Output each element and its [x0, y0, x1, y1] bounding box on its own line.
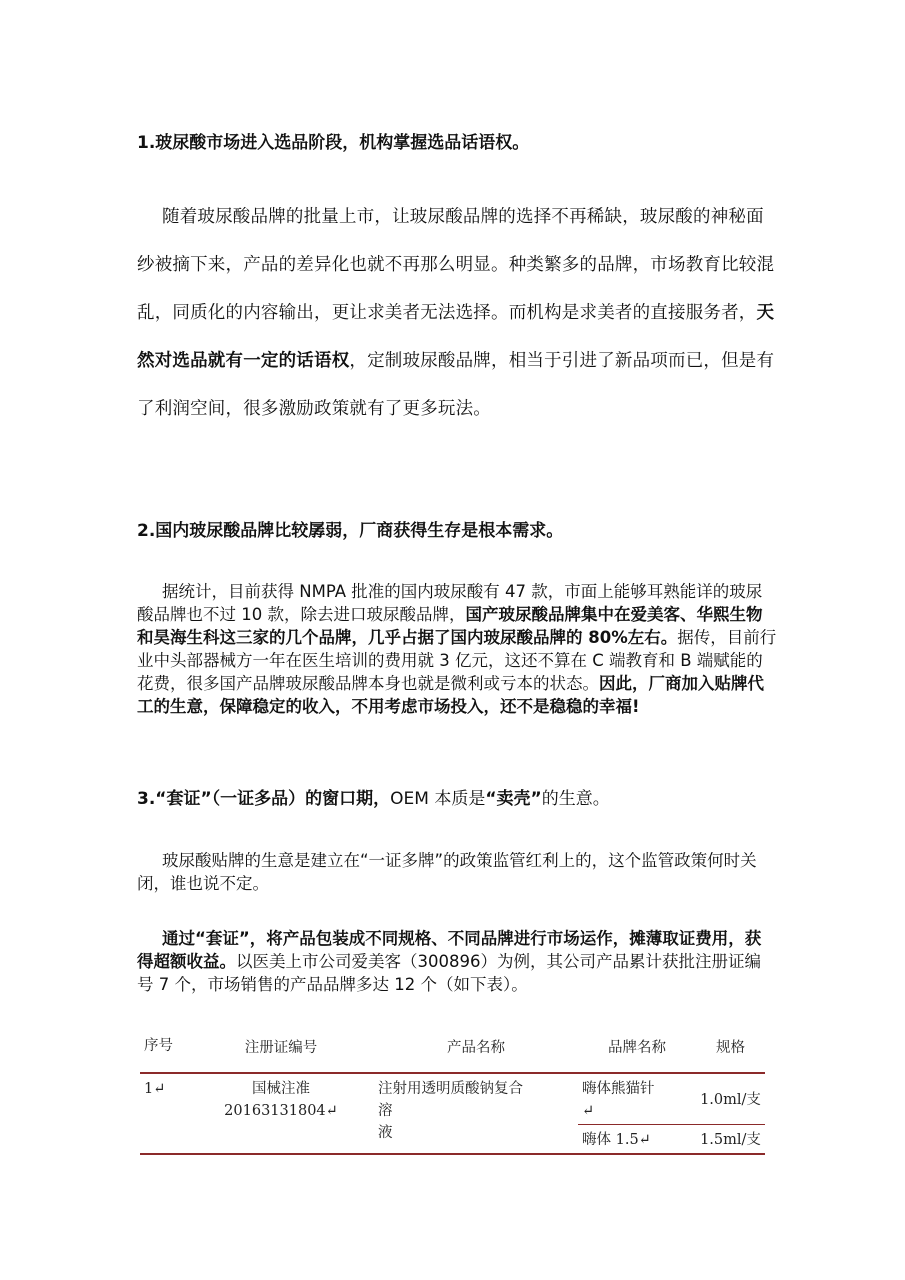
text-run: 随着玻尿酸品牌的批量上市，让玻尿酸品牌的选择不再稀缺，玻尿酸的神秘面纱被摘下来，产品的差异化也就不再那么明显。种类繁多的品牌，市场教育比较混乱，同质化的内容输出，更让求美者无法选择。而机构是求美者的直接服务者，	[137, 207, 775, 323]
text-run: 据传，目前行业中头部器械方一年在医生培训的费用就 3 亿元，这还不算在 C 端教育和 B 端赋能的花费，很多国产品牌玻尿酸品牌本身也就是微利或亏本的状态。	[137, 628, 777, 693]
section-2-heading: 2.国内玻尿酸品牌比较孱弱，厂商获得生存是根本需求。	[137, 521, 564, 541]
text-run: ，定制玻尿酸品牌，相当于引进了新品项而已，但是有了利润空间，很多激励政策就有了更多玩法。	[137, 351, 775, 419]
header-registration-no: 注册证编号	[188, 1020, 374, 1073]
product-line: 注射用透明质酸钠复合	[378, 1081, 523, 1097]
section-3-paragraph-a	[137, 849, 777, 895]
header-seq: 序号	[140, 1020, 188, 1073]
brand-line: 嗨体熊猫针	[582, 1081, 655, 1097]
section-1-heading: 1.玻尿酸市场进入选品阶段，机构掌握选品话语权。	[137, 133, 530, 153]
cell-spec: 1.5ml/支	[696, 1125, 765, 1155]
section-2-paragraph	[137, 580, 777, 718]
registration-line: 20163131804↵	[224, 1103, 338, 1119]
table-row	[140, 1073, 765, 1125]
cell-seq: 1↵	[140, 1073, 188, 1154]
text-run: 玻尿酸贴牌的生意是建立在“一证多牌”的政策监管红利上的，这个监管政策何时关闭，谁也说不定。	[137, 851, 757, 893]
cell-brand-name: 嗨体 1.5↵	[578, 1125, 696, 1155]
section-3-paragraph-b	[137, 927, 777, 996]
cell-brand-name	[578, 1073, 696, 1125]
bold-text-run: 因此，厂商加入贴牌代工的生意，保障稳定的收入，不用考虑市场投入，还不是稳稳的幸福!	[137, 674, 764, 716]
table-header-row	[140, 1020, 765, 1073]
text-run: 据统计，目前获得 NMPA 批准的国内玻尿酸有 47 款，市面上能够耳熟能详的玻尿酸品牌也不过 10 款，除去进口玻尿酸品牌，	[137, 582, 763, 624]
header-brand-name: 品牌名称	[578, 1020, 696, 1073]
header-spec: 规格	[696, 1020, 765, 1073]
cell-product-name	[374, 1073, 578, 1154]
bold-text-run: 通过“套证”，将产品包装成不同规格、不同品牌进行市场运作，摊薄取证费用，获得超额收益。	[137, 929, 762, 971]
header-product-name: 产品名称	[374, 1020, 578, 1073]
cell-registration-no	[188, 1073, 374, 1154]
heading-normal-run: 的生意。	[541, 789, 610, 809]
heading-normal-run: OEM 本质是	[390, 789, 486, 809]
brand-line: ↵	[582, 1103, 595, 1119]
section-3-heading	[137, 787, 610, 811]
registration-line: 国械注准	[252, 1081, 310, 1097]
heading-bold-run: 3.“套证”（一证多品）的窗口期，	[137, 789, 391, 809]
product-line: 液	[378, 1125, 393, 1141]
section-1-paragraph	[137, 193, 777, 433]
text-run: 以医美上市公司爱美客（300896）为例，其公司产品累计获批注册证编号 7 个，市场销售的产品品牌多达 12 个（如下表）。	[137, 952, 761, 994]
bold-text-run: 天然对选品就有一定的话语权	[137, 303, 775, 371]
bold-text-run: 国产玻尿酸品牌集中在爱美客、华熙生物和昊海生科这三家的几个品牌，几乎占据了国内玻尿酸品牌的 80%左右。	[137, 605, 763, 647]
cell-spec: 1.0ml/支	[696, 1073, 765, 1125]
heading-bold-run: “卖壳”	[485, 789, 542, 809]
product-line: 溶	[378, 1103, 393, 1119]
product-table	[140, 1020, 765, 1155]
